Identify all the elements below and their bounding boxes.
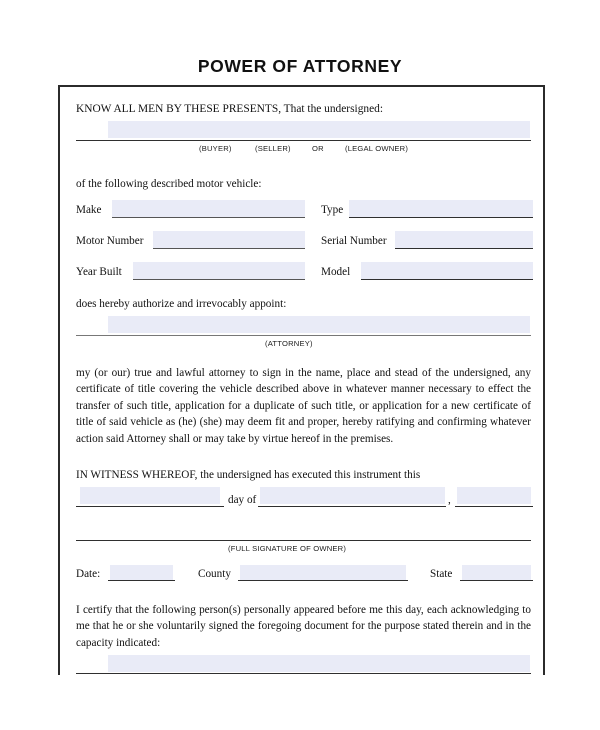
label-year-built: Year Built: [76, 266, 122, 278]
label-county: County: [198, 568, 231, 580]
input-type[interactable]: [349, 200, 533, 217]
input-day[interactable]: [80, 487, 220, 504]
input-county[interactable]: [240, 565, 406, 580]
rule-year-built: [133, 279, 305, 280]
caption-seller: (SELLER): [255, 144, 291, 153]
label-day-of: day of: [228, 494, 257, 506]
rule-state: [460, 580, 533, 581]
document-frame: [58, 85, 545, 675]
attorney-name-input[interactable]: [108, 316, 530, 333]
rule-motor-number: [153, 248, 305, 249]
certification-paragraph: I certify that the following person(s) personally appeared before me this day, each acknowledging to me that he or she voluntarily signed the foregoing document for the purpose stated therein and in the capacity indicated:: [76, 604, 531, 649]
caption-or: OR: [312, 144, 324, 153]
appointment-statement: does hereby authorize and irrevocably appoint:: [76, 298, 287, 310]
rule-model: [361, 279, 533, 280]
signer-name-input[interactable]: [108, 121, 530, 138]
caption-legal-owner: (LEGAL OWNER): [345, 144, 409, 153]
input-month[interactable]: [260, 487, 445, 504]
rule-county: [238, 580, 408, 581]
label-comma: ,: [448, 494, 451, 506]
input-date[interactable]: [110, 565, 173, 580]
label-serial-number: Serial Number: [321, 235, 387, 247]
document-body: [60, 87, 547, 677]
label-model: Model: [321, 266, 351, 278]
caption-buyer: (BUYER): [199, 144, 232, 153]
certify-name-rule: [76, 673, 531, 674]
rule-make: [112, 217, 305, 218]
rule-month: [258, 506, 446, 507]
certify-name-input[interactable]: [108, 655, 530, 672]
opening-statement: KNOW ALL MEN BY THESE PRESENTS, That the undersigned:: [76, 103, 384, 115]
input-serial-number[interactable]: [395, 231, 533, 248]
label-type: Type: [321, 204, 344, 216]
input-make[interactable]: [112, 200, 305, 217]
rule-year: [455, 506, 533, 507]
label-make: Make: [76, 204, 102, 216]
input-state[interactable]: [462, 565, 531, 580]
rule-type: [349, 217, 533, 218]
input-year-built[interactable]: [133, 262, 305, 279]
label-state: State: [430, 568, 453, 580]
signer-name-rule: [76, 140, 531, 141]
caption-attorney: (ATTORNEY): [265, 339, 313, 348]
grant-paragraph: my (or our) true and lawful attorney to sign in the name, place and stead of the undersigned, any certificate of title covering the vehicle described above in whatever manner necessary to effect the transfer of such title, application for a duplicate of such title, or application for a new certificate of title of said vehicle as (he) (she) may deem fit and proper, hereby ratifying and confirming whatever action said Attorney shall or may take by virtue hereof in the premises.: [76, 367, 531, 445]
label-motor-number: Motor Number: [76, 235, 144, 247]
rule-serial-number: [395, 248, 533, 249]
input-motor-number[interactable]: [153, 231, 305, 248]
rule-date: [108, 580, 175, 581]
label-date: Date:: [76, 568, 101, 580]
input-model[interactable]: [361, 262, 533, 279]
caption-full-signature-of-owner: (FULL SIGNATURE OF OWNER): [228, 544, 347, 553]
owner-signature-input[interactable]: [76, 540, 531, 541]
vehicle-intro-text: of the following described motor vehicle:: [76, 178, 262, 190]
input-year[interactable]: [457, 487, 531, 504]
rule-day: [76, 506, 224, 507]
attorney-name-rule: [76, 335, 531, 336]
witness-statement: IN WITNESS WHEREOF, the undersigned has executed this instrument this: [76, 469, 421, 481]
page-title: POWER OF ATTORNEY: [197, 55, 403, 76]
